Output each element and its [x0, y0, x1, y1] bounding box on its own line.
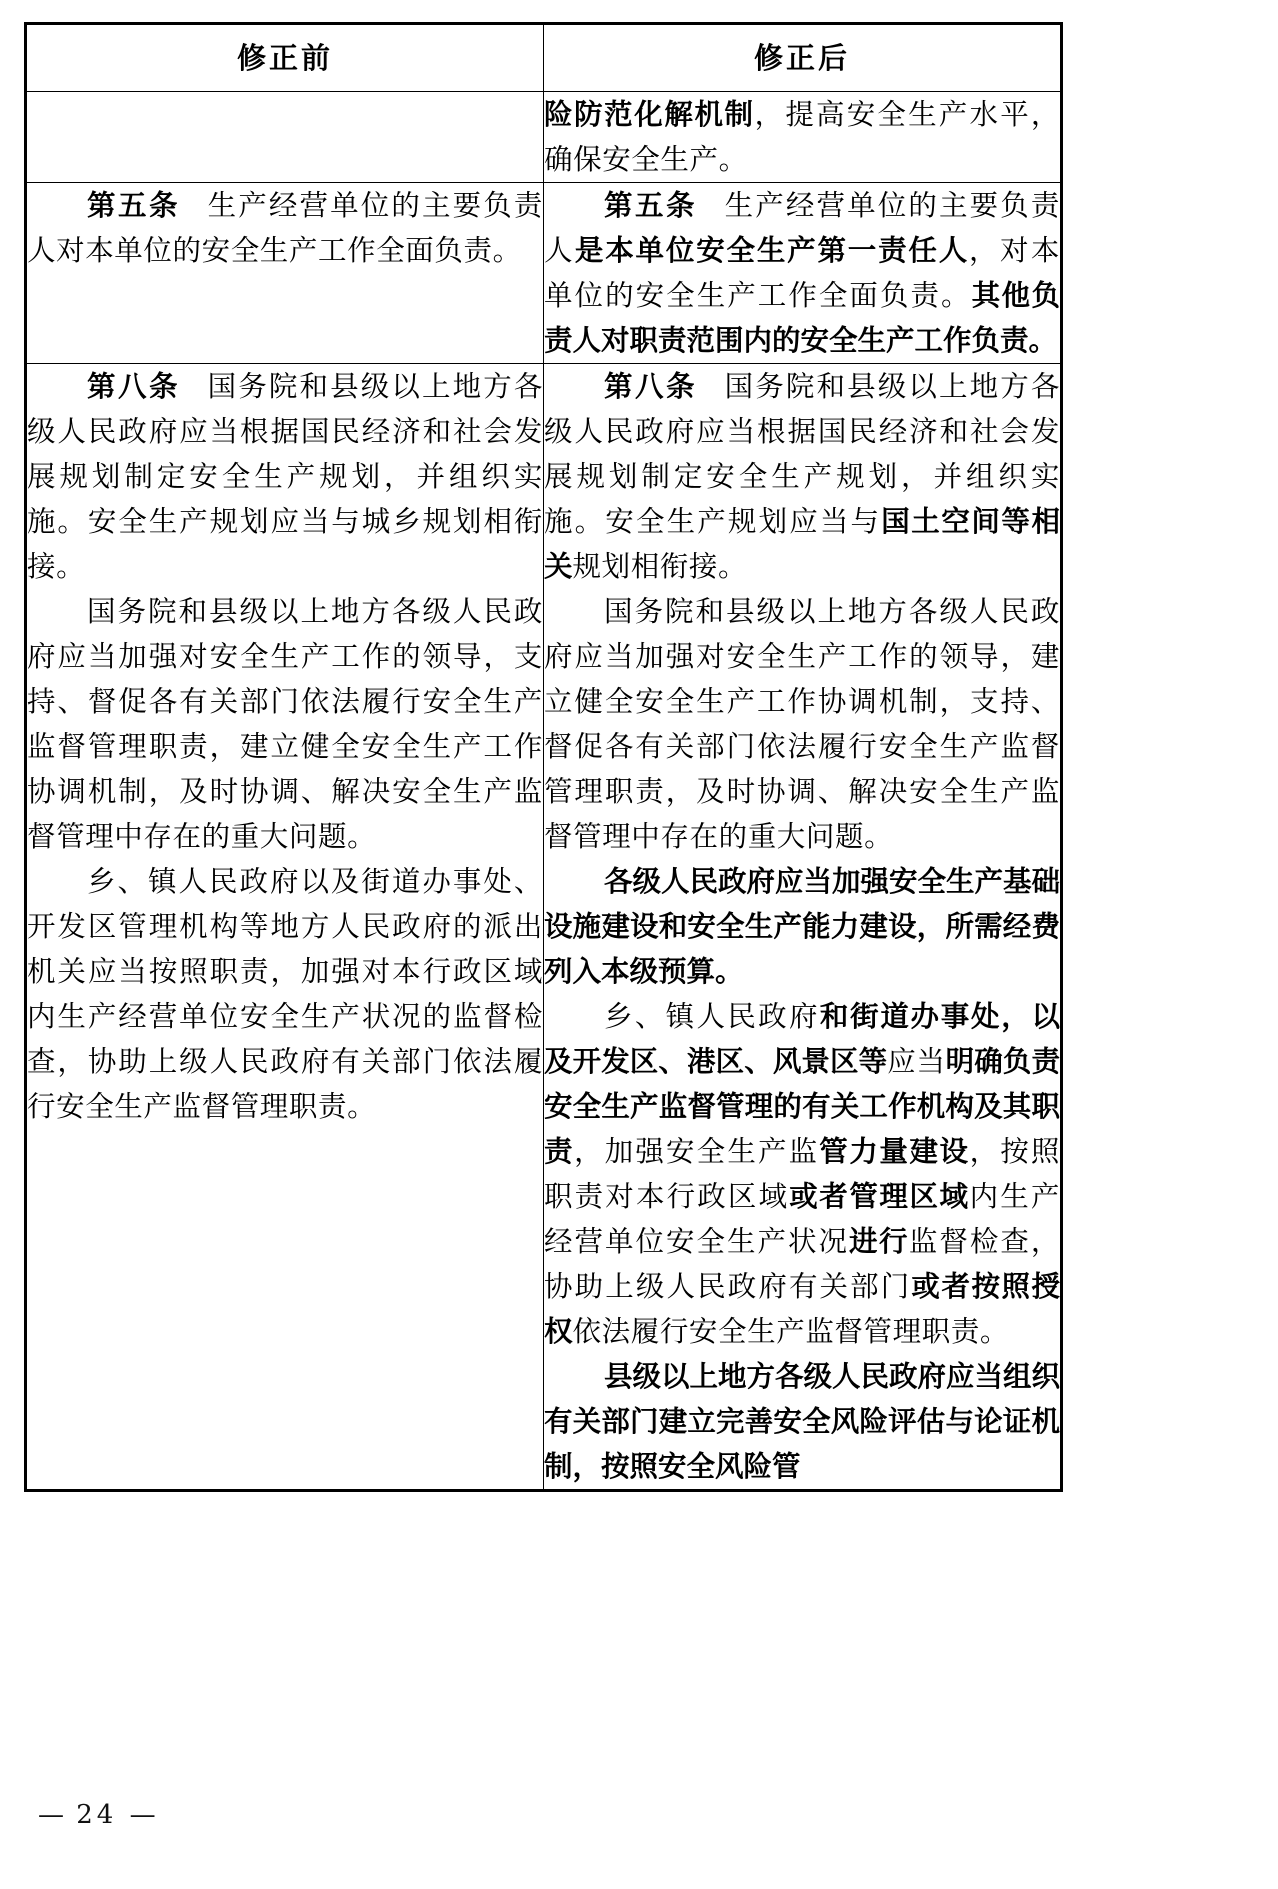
body-text: 国务院和县级以上地方各级人民政府应当根据国民经济和社会发展规划制定安全生产规划，并组织实施。安全生产规划应当与 — [544, 370, 1060, 538]
article-number: 第八条 — [604, 370, 698, 403]
page-footer — [0, 1800, 1278, 1830]
body-text: 内生产经营单位安全生产状况 — [544, 1180, 1060, 1258]
cell-content — [27, 364, 543, 1129]
folio-dash-right: — — [129, 1800, 156, 1830]
amended-text: 县级以上地方各级人民政府应当组织有关部门建立完善安全风险评估与论证机制，按照安全风险管 — [544, 1360, 1061, 1483]
amended-text: 和街道办事处，以及开发区、港区、风景区等 — [544, 1000, 1060, 1078]
amended-text: 进行 — [849, 1225, 909, 1258]
amendment-comparison-table — [24, 22, 1063, 1492]
cell-before-article-5 — [26, 183, 544, 364]
amended-text: 其他负责人对职责范围内的安全生产工作负责。 — [544, 279, 1060, 357]
body-text: ，对本单位的安全生产工作全面负责。 — [544, 234, 1060, 312]
body-text: ，加强安全生产监 — [574, 1135, 820, 1168]
cell-content — [544, 92, 1060, 182]
amended-text: 或者管理区域 — [789, 1180, 970, 1213]
folio-dash-left: — — [38, 1800, 64, 1830]
body-text: 乡、镇人民政府以及街道办事处、开发区管理机构等地方人民政府的派出机关应当按照职责，加强对本行政区域内生产经营单位安全生产状况的监督检查，协助上级人民政府有关部门依法履行安全生产监督管理职责。 — [27, 865, 543, 1123]
paragraph — [27, 589, 543, 859]
column-header-after: 修正后 — [753, 41, 850, 75]
paragraph — [544, 1354, 1060, 1489]
amended-text: 险防范化解机制 — [544, 98, 755, 131]
column-header-before-cell — [26, 24, 544, 92]
cell-after-article-8 — [544, 364, 1062, 1491]
amended-text: 国土空间等相关 — [544, 505, 1060, 583]
cell-content — [27, 183, 543, 273]
table-row — [26, 92, 1062, 183]
paragraph — [544, 183, 1060, 363]
amended-text: 明确负责安全生产监督管理的有关工作机构及其职责 — [544, 1045, 1060, 1168]
body-text: 生产经营单位的主要负责人对本单位的安全生产工作全面负责。 — [27, 189, 543, 267]
table-row — [26, 364, 1062, 1491]
table-header-row — [26, 24, 1062, 92]
cell-content — [544, 364, 1060, 1489]
cell-before-article-8 — [26, 364, 544, 1491]
cell-content — [544, 183, 1060, 363]
column-header-before: 修正前 — [236, 41, 333, 75]
body-text: 规划相衔接。 — [572, 550, 748, 583]
article-number: 第五条 — [604, 189, 698, 222]
body-text: 国务院和县级以上地方各级人民政府应当加强对安全生产工作的领导，支持、督促各有关部门依法履行安全生产监督管理职责，建立健全安全生产工作协调机制，及时协调、解决安全生产监督管理中存在的重大问题。 — [27, 595, 543, 853]
amended-text: 管力量建设 — [819, 1135, 970, 1168]
body-text: ，按照职责对本行政区域 — [544, 1135, 1060, 1213]
paragraph — [27, 364, 543, 589]
body-text: 依法履行安全生产监督管理职责。 — [572, 1315, 1010, 1348]
paragraph — [544, 859, 1060, 994]
amended-text: 是本单位安全生产第一责任人 — [574, 234, 970, 267]
body-text: 生产经营单位的主要负责人 — [544, 189, 1060, 267]
folio — [38, 1800, 156, 1830]
cell-before-continuation — [26, 92, 544, 183]
table-body — [26, 24, 1062, 1491]
body-text: 国务院和县级以上地方各级人民政府应当根据国民经济和社会发展规划制定安全生产规划，并组织实施。安全生产规划应当与城乡规划相衔接。 — [27, 370, 543, 583]
paragraph — [544, 364, 1060, 589]
body-text: 应当 — [887, 1045, 946, 1078]
paragraph — [27, 183, 543, 273]
paragraph — [544, 92, 1060, 182]
cell-after-continuation — [544, 92, 1062, 183]
body-text: 国务院和县级以上地方各级人民政府应当加强对安全生产工作的领导，建立健全安全生产工作协调机制，支持、督促各有关部门依法履行安全生产监督管理职责，及时协调、解决安全生产监督管理中存在的重大问题。 — [544, 595, 1060, 853]
body-text: ，提高安全生产水平，确保安全生产。 — [544, 98, 1060, 176]
amended-text: 各级人民政府应当加强安全生产基础设施建设和安全生产能力建设，所需经费列入本级预算。 — [544, 865, 1061, 988]
article-number: 第五条 — [87, 189, 181, 222]
paragraph — [544, 589, 1060, 859]
body-text: 监督检查，协助上级人民政府有关部门 — [544, 1225, 1060, 1303]
paragraph — [544, 994, 1060, 1354]
column-header-after-cell — [544, 24, 1062, 92]
cell-after-article-5 — [544, 183, 1062, 364]
table-row — [26, 183, 1062, 364]
page-number: 24 — [76, 1800, 118, 1830]
amended-text: 或者按照授权 — [544, 1270, 1060, 1348]
paragraph — [27, 859, 543, 1129]
article-number: 第八条 — [87, 370, 181, 403]
body-text: 乡、镇人民政府 — [604, 1000, 820, 1033]
